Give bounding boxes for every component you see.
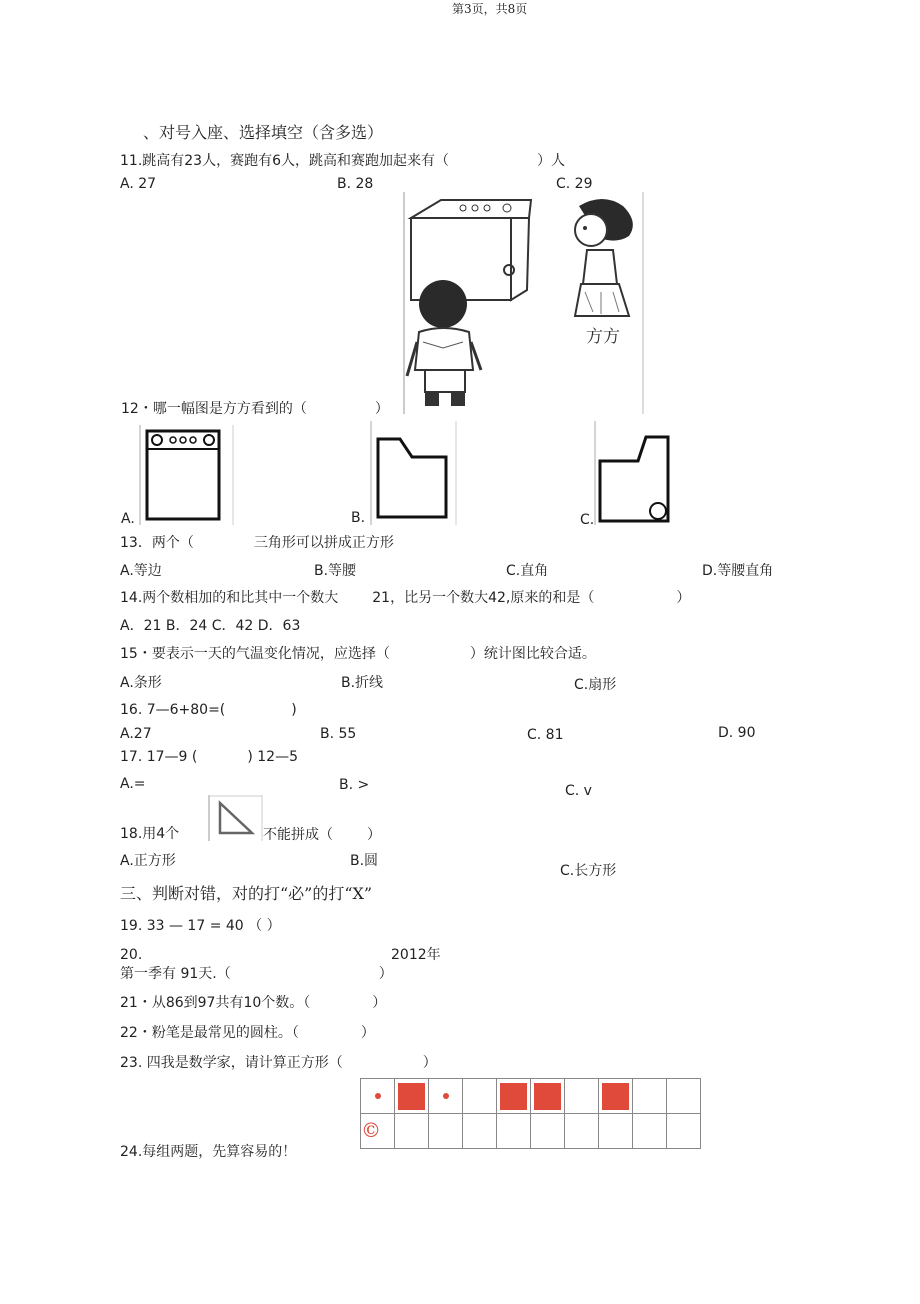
pattern-grid <box>360 1078 701 1149</box>
grid-cell <box>667 1079 701 1114</box>
q13-stem: 13．两个（ 三角形可以拼成正方形 <box>120 535 394 551</box>
q18-option-a: A.正方形 <box>120 853 176 869</box>
q13-option-b: B.等腰 <box>314 563 357 579</box>
q12-option-a-label: A. <box>121 511 135 527</box>
girl-label: 方方 <box>586 327 620 347</box>
q18-stem-part2: 不能拼成（ ） <box>263 827 381 843</box>
q23-text: 23. 四我是数学家，请计算正方形（ ） <box>120 1055 437 1071</box>
q17-option-b: B. > <box>339 777 370 793</box>
grid-cell <box>667 1114 701 1149</box>
section-title-judge: 三、判断对错，对的打“必”的打“X” <box>120 884 373 903</box>
q20-year: 2012年 <box>391 947 441 963</box>
q17-option-c: C. v <box>565 783 592 799</box>
grid-cell <box>531 1114 565 1149</box>
q14-stem: 14.两个数相加的和比其中一个数大 21，比另一个数大42,原来的和是（ ） <box>120 590 691 606</box>
q12-option-b-figure <box>370 421 458 525</box>
q16-option-c: C. 81 <box>527 727 564 743</box>
copyright-mark-icon: © <box>361 1118 381 1142</box>
grid-cell <box>565 1114 599 1149</box>
girl-fangfang-icon <box>575 199 633 316</box>
grid-cell <box>633 1079 667 1114</box>
q20-number: 20. <box>120 947 143 963</box>
q12-option-a-figure <box>139 425 235 525</box>
q18-stem-part1: 18.用4个 <box>120 826 180 842</box>
grid-cell <box>361 1079 395 1114</box>
grid-cell <box>429 1079 463 1114</box>
grid-cell <box>599 1079 633 1114</box>
q11-option-b: B. 28 <box>337 176 374 192</box>
grid-cell <box>463 1079 497 1114</box>
q18-option-b: B.圆 <box>350 853 379 869</box>
q16-stem: 16. 7—6+80=( ) <box>120 702 297 718</box>
q15-stem: 15・要表示一天的气温变化情况，应选择（ ）统计图比较合适。 <box>120 646 596 662</box>
q12-option-c-label: C. <box>580 512 595 528</box>
grid-cell <box>395 1079 429 1114</box>
q12-stem: 12・哪一幅图是方方看到的（ ） <box>121 401 389 417</box>
grid-cell <box>497 1114 531 1149</box>
pattern-grid-row-1 <box>361 1079 701 1114</box>
q13-option-d: D.等腰直角 <box>702 563 774 579</box>
q18-option-c: C.长方形 <box>560 863 617 879</box>
q13-option-a: A.等边 <box>120 563 162 579</box>
grid-cell <box>429 1114 463 1149</box>
q24-text: 24.每组两题，先算容易的！ <box>120 1144 297 1160</box>
red-square-icon <box>534 1083 561 1110</box>
q16-option-b: B. 55 <box>320 726 357 742</box>
q12-option-c-figure <box>594 421 674 525</box>
q17-stem: 17. 17—9 ( ) 12—5 <box>120 749 298 765</box>
grid-cell <box>361 1114 395 1149</box>
pattern-grid-row-2 <box>361 1114 701 1149</box>
q22-text: 22・粉笔是最常见的圆柱。（ ） <box>120 1025 375 1041</box>
q21-text: 21・从86到97共有10个数。（ ） <box>120 995 387 1011</box>
q15-option-a: A.条形 <box>120 675 162 691</box>
grid-cell <box>565 1079 599 1114</box>
q17-option-a: A.= <box>120 776 146 792</box>
q16-option-d: D. 90 <box>718 725 756 741</box>
q19-text: 19. 33 — 17 = 40 （ ） <box>120 918 281 934</box>
q16-option-a: A.27 <box>120 726 152 742</box>
grid-cell <box>633 1114 667 1149</box>
q14-options: A．21 B．24 C．42 D．63 <box>120 618 301 634</box>
red-square-icon <box>398 1083 425 1110</box>
grid-cell <box>463 1114 497 1149</box>
grid-cell <box>395 1114 429 1149</box>
q11-option-a: A. 27 <box>120 176 157 192</box>
washing-machine-scene-image <box>403 192 645 414</box>
page-header: 第3页，共8页 <box>452 2 528 16</box>
q20-text: 第一季有 91天.（ ） <box>120 966 393 982</box>
red-square-icon <box>500 1083 527 1110</box>
q12-option-b-label: B. <box>351 510 366 526</box>
q11-option-c: C. 29 <box>556 176 593 192</box>
grid-cell <box>497 1079 531 1114</box>
q15-option-b: B.折线 <box>341 675 384 691</box>
red-dot-icon <box>375 1093 381 1099</box>
red-square-icon <box>602 1083 629 1110</box>
red-dot-icon <box>443 1093 449 1099</box>
q15-option-c: C.扇形 <box>574 677 617 693</box>
section-title-choice: 、对号入座、选择填空（含多选） <box>143 123 384 142</box>
grid-cell <box>531 1079 565 1114</box>
q13-option-c: C.直角 <box>506 563 549 579</box>
right-triangle-figure <box>208 795 264 841</box>
q11-stem: 11.跳高有23人，赛跑有6人，跳高和赛跑加起来有（ ）人 <box>120 153 565 169</box>
grid-cell <box>599 1114 633 1149</box>
